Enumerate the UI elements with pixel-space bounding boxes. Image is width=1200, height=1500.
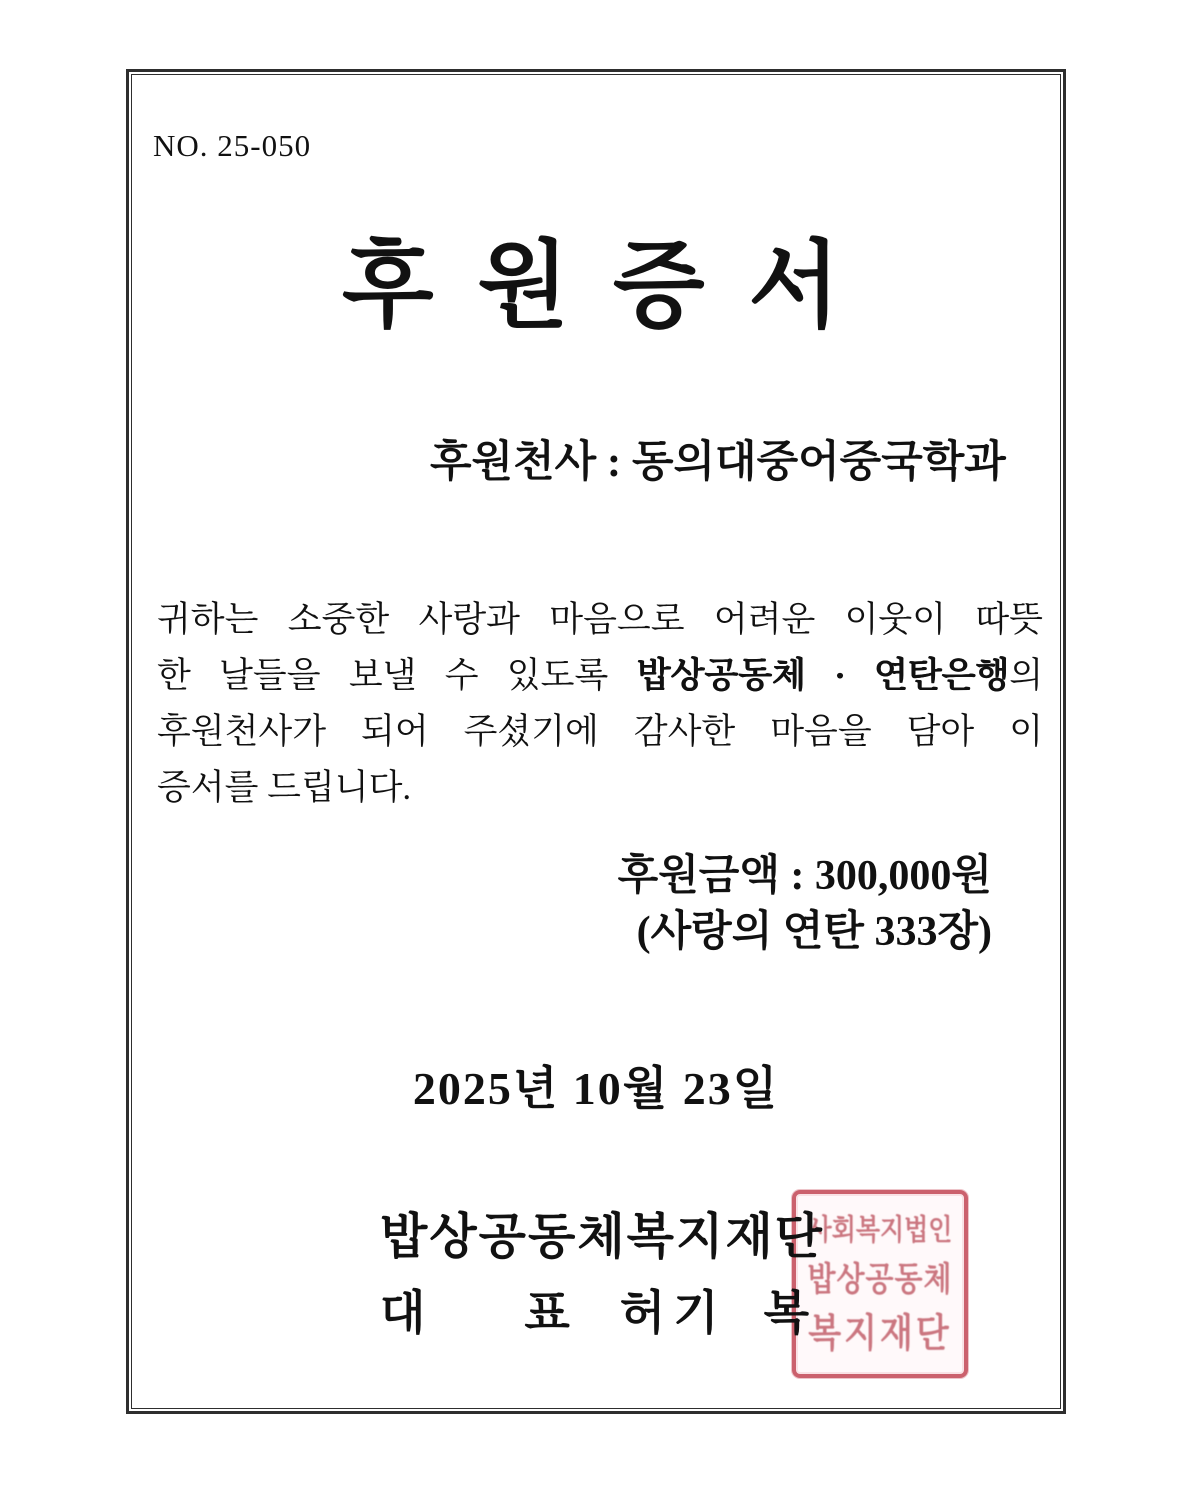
representative-char: 허 bbox=[619, 1288, 666, 1340]
briquette-count-line: (사랑의 연탄 333장) bbox=[636, 909, 992, 955]
body-line-2-emphasis: 밥상공동체 · 연탄은행 bbox=[636, 656, 1010, 695]
representative-char: 복 bbox=[763, 1288, 810, 1340]
body-line-2 bbox=[157, 648, 1043, 704]
body-line-4: 증서를 드립니다. bbox=[157, 768, 412, 807]
seal-text-row: 사회복지법인 bbox=[807, 1212, 953, 1247]
body-line-2-prefix: 한 날들을 보낼 수 있도록 bbox=[157, 656, 637, 695]
certificate-title: 후 원 증 서 bbox=[341, 233, 851, 339]
foundation-name: 밥상공동체복지재단 bbox=[380, 1209, 825, 1264]
issue-date: 2025년 10월 23일 bbox=[412, 1063, 780, 1114]
seal-text-row: 복지재단 bbox=[808, 1311, 952, 1357]
representative-char: 기 bbox=[673, 1288, 719, 1340]
seal-text-row: 밥상공동체 bbox=[807, 1259, 953, 1299]
sponsor-name-line: 후원천사 : 동의대중어중국학과 bbox=[430, 439, 1006, 486]
body-paragraph bbox=[157, 592, 1043, 816]
representative-char: 표 bbox=[524, 1288, 570, 1340]
donation-amount-line: 후원금액 : 300,000원 bbox=[617, 853, 992, 899]
representative-line bbox=[380, 1276, 809, 1343]
body-line-1: 귀하는 소중한 사랑과 마음으로 어려운 이웃이 따뜻 bbox=[157, 600, 1043, 639]
donation-amount-block bbox=[618, 848, 992, 960]
representative-char: 대 bbox=[380, 1288, 426, 1340]
body-line-2-suffix: 의 bbox=[1009, 656, 1043, 695]
body-line-3: 후원천사가 되어 주셨기에 감사한 마음을 담아 이 bbox=[157, 712, 1043, 751]
certificate-number: NO. 25-050 bbox=[153, 128, 312, 163]
